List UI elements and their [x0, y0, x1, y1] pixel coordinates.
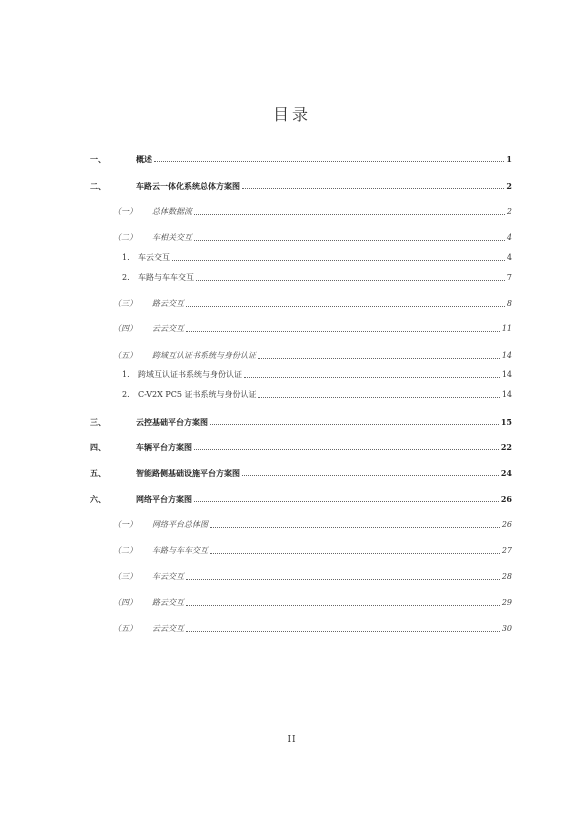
dot-leader — [172, 260, 505, 261]
toc-entry-label: 车云交互 — [152, 572, 184, 581]
toc-entry-number: 六、 — [90, 494, 106, 504]
dot-leader — [194, 449, 499, 450]
toc-entry-number: （二） — [113, 233, 137, 242]
toc-entry-number: （一） — [113, 207, 137, 216]
toc-entry[interactable] — [0, 366, 584, 380]
toc-entry-page: 26 — [501, 520, 512, 529]
dot-leader — [186, 306, 505, 307]
toc-entry-label: 云云交互 — [152, 324, 184, 333]
toc-entry-number: 1. — [122, 253, 130, 262]
toc-entry-number: 一、 — [90, 154, 106, 164]
toc-entry[interactable] — [0, 320, 584, 334]
dot-leader — [186, 631, 500, 632]
toc-entry-page: 8 — [506, 299, 512, 308]
dot-leader — [194, 240, 505, 241]
toc-entry[interactable] — [0, 229, 584, 243]
toc-entry-label: 车路与车车交互 — [152, 546, 208, 555]
toc-entry-page: 27 — [501, 546, 512, 555]
toc-entry-number: （四） — [113, 598, 137, 607]
toc-entry[interactable] — [0, 490, 584, 504]
toc-entry-label: 云云交互 — [152, 624, 184, 633]
toc-entry-label: 跨域互认证书系统与身份认证 — [152, 351, 256, 360]
toc-entry-page: 11 — [501, 324, 512, 333]
toc-entry-page: 28 — [501, 572, 512, 581]
toc-entry-label: 网络平台总体图 — [152, 520, 208, 529]
dot-leader — [186, 579, 500, 580]
page-title: 目录 — [272, 105, 311, 124]
toc-entry[interactable] — [0, 568, 584, 582]
toc-entry[interactable] — [0, 516, 584, 530]
toc-entry-label: C-V2X PC5 证书系统与身份认证 — [138, 390, 257, 399]
toc-entry-label: 跨域互认证书系统与身份认证 — [138, 370, 242, 379]
toc-entry-number: （一） — [113, 520, 137, 529]
toc-entry-label: 车路与车车交互 — [138, 273, 194, 282]
toc-entry-number: 2. — [122, 273, 130, 282]
toc-entry[interactable] — [0, 386, 584, 400]
dot-leader — [210, 527, 500, 528]
toc-entry-page: 7 — [506, 273, 512, 282]
toc-entry[interactable] — [0, 269, 584, 283]
toc-entry[interactable] — [0, 438, 584, 452]
toc-entry-label: 概述 — [136, 154, 152, 164]
toc-entry-number: 三、 — [90, 417, 106, 427]
toc-entry-page: 26 — [500, 494, 512, 504]
dot-leader — [242, 188, 504, 189]
dot-leader — [196, 280, 505, 281]
toc-entry-page: 1 — [506, 154, 512, 164]
dot-leader — [194, 214, 505, 215]
toc-entry-number: 二、 — [90, 181, 106, 191]
toc-entry-number: （三） — [113, 299, 137, 308]
toc-entry-page: 14 — [501, 351, 512, 360]
dot-leader — [210, 553, 500, 554]
dot-leader — [258, 397, 499, 398]
toc-entry-page: 2 — [506, 207, 512, 216]
toc-entry[interactable] — [0, 177, 584, 191]
toc-entry[interactable] — [0, 203, 584, 217]
dot-leader — [244, 377, 500, 378]
toc-entry-number: 2. — [122, 390, 130, 399]
toc-entry[interactable] — [0, 347, 584, 361]
toc-entry-label: 车相关交互 — [152, 233, 192, 242]
toc-entry-number: （五） — [113, 351, 137, 360]
dot-leader — [154, 161, 504, 162]
dot-leader — [258, 358, 500, 359]
toc-entry[interactable] — [0, 542, 584, 556]
toc-entry[interactable] — [0, 295, 584, 309]
toc-entry-label: 智能路侧基础设施平台方案图 — [136, 468, 240, 478]
toc-entry-label: 路云交互 — [152, 598, 184, 607]
toc-entry-number: 五、 — [90, 468, 106, 478]
toc-entry-page: 14 — [501, 370, 512, 379]
toc-entry[interactable] — [0, 249, 584, 263]
toc-entry-page: 24 — [500, 468, 512, 478]
toc-entry-page: 30 — [501, 624, 512, 633]
dot-leader — [186, 331, 500, 332]
toc-entry-page: 4 — [506, 253, 512, 262]
toc-entry[interactable] — [0, 594, 584, 608]
toc-entry[interactable] — [0, 150, 584, 164]
toc-entry-label: 路云交互 — [152, 299, 184, 308]
toc-entry-page: 4 — [506, 233, 512, 242]
toc-entry-label: 网络平台方案图 — [136, 494, 192, 504]
toc-entry-label: 云控基础平台方案图 — [136, 417, 208, 427]
toc-entry-page: 2 — [506, 181, 512, 191]
dot-leader — [194, 501, 499, 502]
dot-leader — [210, 424, 499, 425]
toc-entry-label: 车路云一体化系统总体方案图 — [136, 181, 240, 191]
toc-entry-number: （五） — [113, 624, 137, 633]
toc-entry-number: （三） — [113, 572, 137, 581]
dot-leader — [186, 605, 500, 606]
toc-entry-page: 14 — [501, 390, 512, 399]
toc-entry-number: 1. — [122, 370, 130, 379]
toc-entry-number: （四） — [113, 324, 137, 333]
toc-entry-number: 四、 — [90, 442, 106, 452]
toc-entry-page: 15 — [500, 417, 512, 427]
toc-entry-page: 29 — [501, 598, 512, 607]
toc-entry-label: 车辆平台方案图 — [136, 442, 192, 452]
dot-leader — [242, 475, 499, 476]
toc-entry-label: 总体数据流 — [152, 207, 192, 216]
toc-entry-label: 车云交互 — [138, 253, 170, 262]
page-number-footer: II — [287, 735, 297, 745]
toc-entry[interactable] — [0, 464, 584, 478]
toc-entry-number: （二） — [113, 546, 137, 555]
toc-entry-page: 22 — [500, 442, 512, 452]
toc-entry[interactable] — [0, 620, 584, 634]
toc-entry[interactable] — [0, 413, 584, 427]
